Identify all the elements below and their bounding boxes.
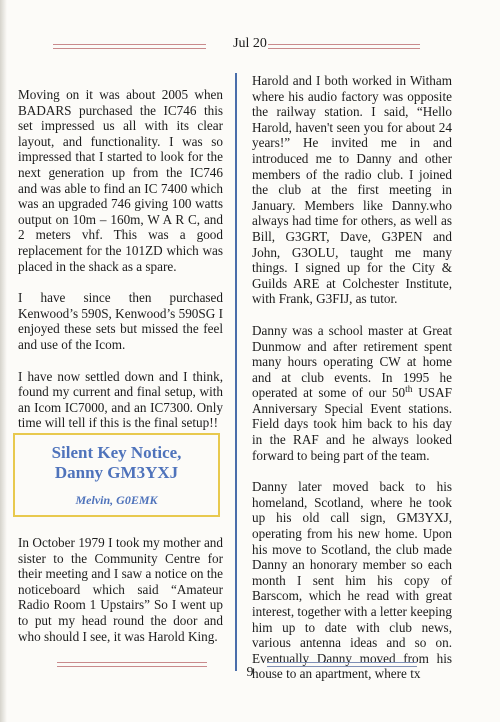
page-header-date: Jul 20 [233,36,267,51]
paragraph: Harold and I both worked in Witham where his audio factory was opposite the railway station. I said, “Hello Harold, haven't seen you for about 24 years!” He invited me in and introduced me to Danny and other members of the radio club. I joined the club at the first meeting in January. Members like Danny.who always had time for others, as well as Bill, G3GRT, Dave, G3PEN and John, G3OLU, taught me many things. I signed up for the City & Guilds ARE at Colchester Institute, with Frank, G3FIJ, as tutor. [252,73,452,307]
ordinal-suffix: th [405,385,413,396]
paragraph: Danny later moved back to his homeland, Scotland, where he took up his old call sign, GM3YXJ, operating from his new home. Upon his move to Scotland, the club made Danny an honorary member so each month I sent him his copy of Barscom, which he read with great interest, together with a letter keeping him up to date with club news, various antenna ideas and so on. Eventually Danny moved from his house to an apartment, where tx [252,479,452,682]
paragraph: I have now settled down and I think, found my current and final setup, with an Icom IC7000, and an IC7300. Only time will tell if this is the final setup!! [18,368,223,431]
left-column-bottom-text [18,535,223,644]
notice-title [15,443,218,482]
notice-title-line: Silent Key Notice, [51,443,182,462]
notice-title-line: Danny GM3YXJ [54,462,179,482]
left-column-text [18,87,223,431]
paragraph-text: USAF Anniversary Special Event stations. Field days took him back to his day in the RAF and he always looked forward to being part of the team. [252,385,452,463]
paragraph [252,323,452,463]
page-number: 9 [246,665,254,680]
page-binding-edge [0,0,7,722]
header-rule-right [268,44,420,49]
notice-author: Melvin, G0EMK [75,493,158,507]
column-divider [235,73,237,671]
paragraph: Moving on it was about 2005 when BADARS purchased the IC746 this set impressed us all with its clear layout, and functionality. I was so impressed that I started to look for the next generation up from the IC746 and was able to find an IC 7400 which was an upgraded 746 giving 100 watts output on 10m – 160m, W A R C, and 2 meters vhf. This was a good replacement for the 101ZD which was placed in the shack as a spare. [18,87,223,274]
paragraph: In October 1979 I took my mother and sister to the Community Centre for their meeting and I saw a notice on the noticeboard which said “Amateur Radio Room 1 Upstairs” So I went up to put my head round the door and who should I see, it was Harold King. [18,535,223,644]
right-column-text [252,73,452,682]
paragraph: I have since then purchased Kenwood’s 590S, Kenwood’s 590SG I enjoyed these sets but missed the feel and use of the Icom. [18,290,223,352]
footer-rule-right [267,662,417,667]
silent-key-notice-box [13,433,220,517]
paragraph-text: Danny was a school master at Great Dunmow and after retirement spent many hours operating CW at home and at club events. In 1995 he operated at some of our 50 [252,322,452,401]
